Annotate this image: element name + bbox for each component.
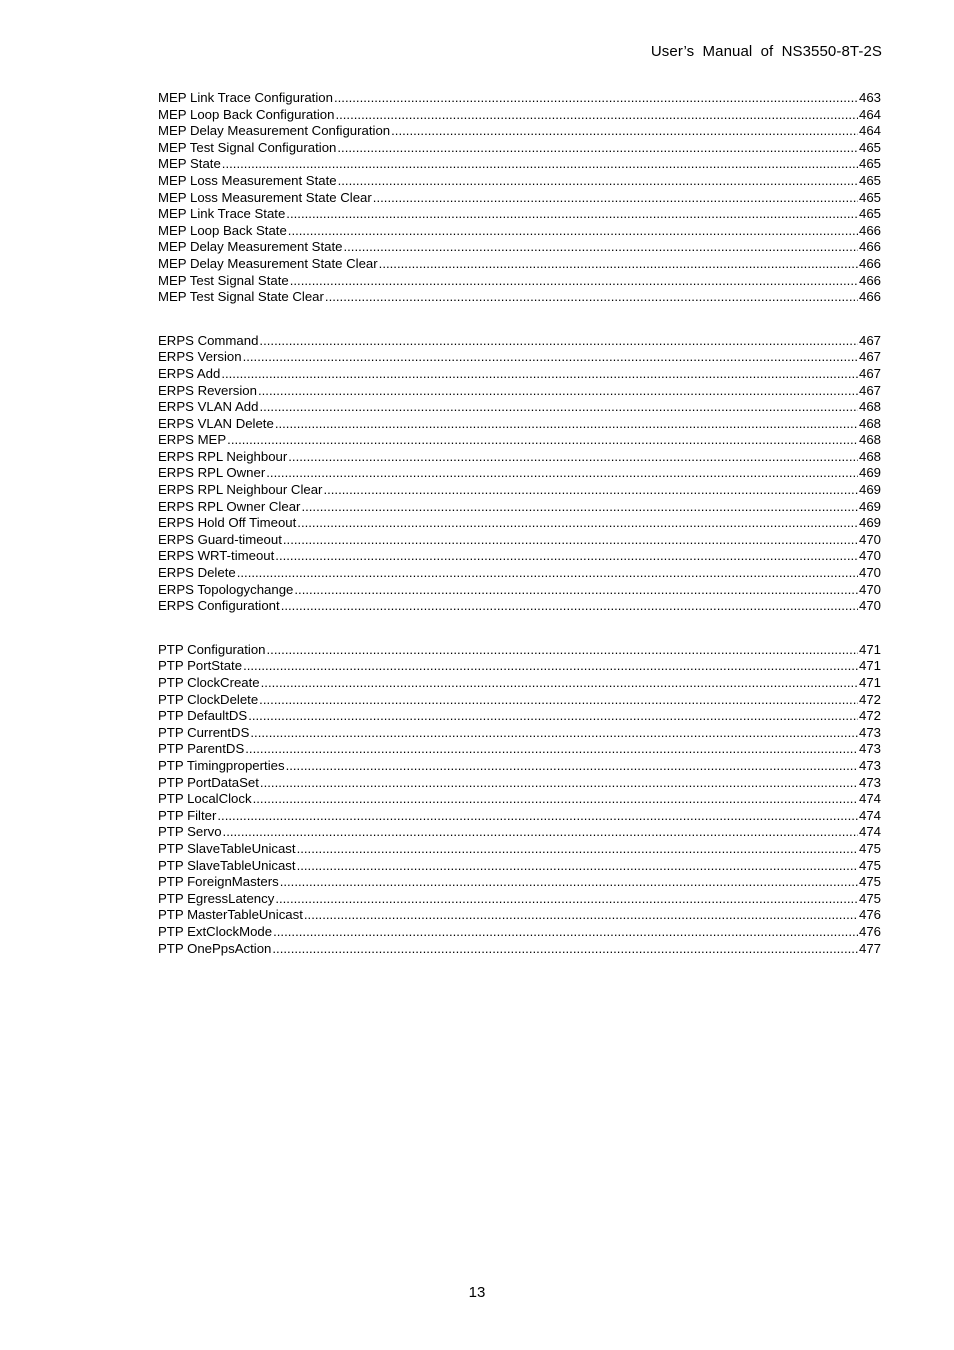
- dot-leader: [260, 775, 858, 792]
- dot-leader: [337, 140, 858, 157]
- toc-entry[interactable]: [158, 432, 881, 449]
- dot-leader: [343, 239, 858, 256]
- toc-entry[interactable]: [158, 692, 881, 709]
- dot-leader: [275, 548, 858, 565]
- toc-entry-title: MEP Loss Measurement State: [158, 172, 337, 188]
- toc-entry-page: 470: [858, 565, 881, 581]
- toc-entry[interactable]: [158, 366, 881, 383]
- dot-leader: [286, 758, 858, 775]
- toc-entry-title: ERPS MEP: [158, 432, 227, 448]
- toc-entry-page: 465: [858, 156, 881, 172]
- toc-entry[interactable]: [158, 123, 881, 140]
- toc-entry-page: 475: [858, 857, 881, 873]
- dot-leader: [323, 482, 858, 499]
- toc-entry-title: MEP Loop Back Configuration: [158, 106, 335, 122]
- toc-entry[interactable]: [158, 465, 881, 482]
- toc-entry-page: 476: [858, 907, 881, 923]
- toc-entry[interactable]: [158, 532, 881, 549]
- toc-entry-page: 463: [858, 90, 881, 105]
- toc-section: [158, 90, 881, 306]
- toc-entry-title: ERPS RPL Owner: [158, 465, 266, 481]
- dot-leader: [245, 741, 858, 758]
- toc-entry-page: 471: [858, 675, 881, 690]
- toc-entry-page: 468: [858, 432, 881, 448]
- dot-leader: [379, 256, 858, 273]
- toc-entry-title: PTP Configuration: [158, 641, 266, 657]
- toc-entry-title: PTP Timingproperties: [158, 757, 285, 773]
- toc-entry-title: PTP DefaultDS: [158, 708, 248, 724]
- toc-entry-title: PTP ParentDS: [158, 741, 245, 757]
- toc-entry[interactable]: [158, 791, 881, 808]
- toc-entry-page: 473: [858, 724, 881, 740]
- toc-entry-title: ERPS Reversion: [158, 382, 257, 398]
- toc-entry[interactable]: [158, 256, 881, 273]
- toc-entry-title: PTP CurrentDS: [158, 724, 250, 740]
- toc-entry[interactable]: [158, 383, 881, 400]
- toc-entry-title: PTP ClockCreate: [158, 675, 260, 690]
- toc-entry[interactable]: [158, 808, 881, 825]
- toc-entry-title: MEP Delay Measurement State: [158, 239, 343, 255]
- dot-leader: [283, 532, 858, 549]
- toc-entry-page: 467: [858, 365, 881, 381]
- toc-entry[interactable]: [158, 515, 881, 532]
- toc-entry-page: 468: [858, 399, 881, 415]
- toc-entry[interactable]: [158, 858, 881, 875]
- toc-entry-title: PTP OnePpsAction: [158, 940, 272, 956]
- toc-entry[interactable]: [158, 675, 881, 692]
- toc-entry-page: 477: [858, 940, 881, 956]
- dot-leader: [258, 383, 858, 400]
- toc-entry[interactable]: [158, 741, 881, 758]
- dot-leader: [281, 598, 858, 615]
- toc-entry-page: 472: [858, 708, 881, 724]
- dot-leader: [325, 289, 858, 306]
- dot-leader: [243, 349, 858, 366]
- page-number: 13: [468, 1284, 486, 1301]
- toc-entry-page: 475: [858, 890, 881, 906]
- toc-section: [158, 333, 881, 615]
- toc-entry-page: 467: [858, 382, 881, 398]
- toc-entry-page: 464: [858, 106, 881, 122]
- toc-entry-title: ERPS Guard-timeout: [158, 531, 282, 547]
- dot-leader: [261, 675, 858, 692]
- toc-entry[interactable]: [158, 658, 881, 675]
- toc-entry[interactable]: [158, 598, 881, 615]
- toc-entry-title: ERPS Command: [158, 332, 259, 348]
- toc-entry[interactable]: [158, 548, 881, 565]
- toc-entry-title: PTP EgressLatency: [158, 890, 275, 906]
- toc-entry[interactable]: [158, 775, 881, 792]
- toc-entry[interactable]: [158, 289, 881, 306]
- toc-entry-page: 474: [858, 807, 881, 823]
- toc-entry-page: 470: [858, 581, 881, 597]
- toc-entry-page: 465: [858, 172, 881, 188]
- toc-entry[interactable]: [158, 841, 881, 858]
- dot-leader: [266, 465, 858, 482]
- dot-leader: [288, 223, 858, 240]
- toc-entry-page: 469: [858, 515, 881, 531]
- toc-entry[interactable]: [158, 582, 881, 599]
- toc-entry-page: 469: [858, 465, 881, 481]
- toc-entry-title: ERPS Hold Off Timeout: [158, 515, 297, 531]
- toc-entry[interactable]: [158, 499, 881, 516]
- toc-entry[interactable]: [158, 565, 881, 582]
- toc-entry[interactable]: [158, 223, 881, 240]
- toc-entry-title: ERPS Topologychange: [158, 581, 294, 597]
- toc-entry[interactable]: [158, 708, 881, 725]
- toc-entry-page: 466: [858, 289, 881, 305]
- dot-leader: [273, 924, 858, 941]
- toc-entry[interactable]: [158, 273, 881, 290]
- toc-entry[interactable]: [158, 156, 881, 173]
- toc-entry[interactable]: [158, 725, 881, 742]
- toc-entry-title: PTP Filter: [158, 807, 217, 823]
- toc-entry-page: 473: [858, 774, 881, 790]
- toc-entry[interactable]: [158, 941, 881, 958]
- toc-entry-title: PTP ForeignMasters: [158, 874, 279, 890]
- toc-entry-page: 473: [858, 757, 881, 773]
- toc-entry-title: ERPS Delete: [158, 565, 236, 581]
- toc-entry[interactable]: [158, 206, 881, 223]
- toc-entry[interactable]: [158, 924, 881, 941]
- toc-entry-title: ERPS Configurationt: [158, 598, 280, 614]
- toc-entry-page: 464: [858, 123, 881, 139]
- dot-leader: [237, 565, 858, 582]
- dot-leader: [280, 874, 858, 891]
- toc-entry-page: 466: [858, 272, 881, 288]
- toc-entry[interactable]: [158, 416, 881, 433]
- toc-entry-title: PTP PortDataSet: [158, 774, 259, 790]
- dot-leader: [290, 273, 858, 290]
- toc-entry-title: PTP Servo: [158, 824, 222, 840]
- dot-leader: [259, 692, 858, 709]
- dot-leader: [391, 123, 858, 140]
- dot-leader: [288, 449, 858, 466]
- dot-leader: [253, 791, 858, 808]
- toc-entry-page: 466: [858, 255, 881, 271]
- dot-leader: [221, 366, 858, 383]
- toc-entry-page: 470: [858, 531, 881, 547]
- table-of-contents: [158, 90, 881, 984]
- dot-leader: [222, 156, 858, 173]
- dot-leader: [335, 107, 858, 124]
- dot-leader: [248, 708, 858, 725]
- toc-entry[interactable]: [158, 90, 881, 107]
- toc-entry-page: 474: [858, 824, 881, 840]
- toc-entry-page: 475: [858, 874, 881, 890]
- toc-entry-page: 476: [858, 923, 881, 939]
- dot-leader: [286, 206, 858, 223]
- toc-entry-title: PTP ClockDelete: [158, 691, 259, 707]
- toc-entry-title: PTP MasterTableUnicast: [158, 907, 303, 923]
- toc-entry-page: 465: [858, 206, 881, 222]
- toc-entry-page: 466: [858, 239, 881, 255]
- dot-leader: [338, 173, 858, 190]
- toc-entry-title: ERPS VLAN Delete: [158, 415, 274, 431]
- dot-leader: [267, 642, 858, 659]
- toc-entry[interactable]: [158, 642, 881, 659]
- dot-leader: [217, 808, 858, 825]
- toc-entry[interactable]: [158, 173, 881, 190]
- toc-entry-title: MEP Test Signal State Clear: [158, 289, 324, 305]
- toc-entry-title: ERPS Version: [158, 349, 242, 365]
- dot-leader: [259, 333, 858, 350]
- toc-entry-title: PTP PortState: [158, 658, 243, 674]
- toc-entry[interactable]: [158, 239, 881, 256]
- toc-entry[interactable]: [158, 449, 881, 466]
- dot-leader: [250, 725, 858, 742]
- toc-entry-title: MEP Delay Measurement State Clear: [158, 255, 378, 271]
- running-header: User’s Manual of NS3550-8T-2S: [650, 43, 882, 60]
- dot-leader: [223, 824, 858, 841]
- toc-entry-title: ERPS VLAN Add: [158, 399, 259, 415]
- toc-entry-page: 469: [858, 482, 881, 498]
- toc-section: [158, 642, 881, 957]
- dot-leader: [243, 658, 858, 675]
- toc-entry[interactable]: [158, 482, 881, 499]
- toc-entry[interactable]: [158, 907, 881, 924]
- toc-entry-page: 474: [858, 791, 881, 807]
- toc-entry-page: 466: [858, 222, 881, 238]
- toc-entry-page: 471: [858, 658, 881, 674]
- toc-entry-title: PTP LocalClock: [158, 791, 252, 807]
- toc-entry[interactable]: [158, 349, 881, 366]
- dot-leader: [297, 515, 858, 532]
- toc-entry-title: MEP Link Trace Configuration: [158, 90, 333, 105]
- toc-entry-title: ERPS RPL Neighbour: [158, 448, 288, 464]
- toc-entry[interactable]: [158, 758, 881, 775]
- dot-leader: [275, 416, 858, 433]
- toc-entry-page: 465: [858, 139, 881, 155]
- toc-entry-title: ERPS RPL Neighbour Clear: [158, 482, 323, 498]
- toc-entry-title: MEP Loop Back State: [158, 222, 287, 238]
- toc-entry[interactable]: [158, 107, 881, 124]
- toc-entry-title: PTP ExtClockMode: [158, 923, 273, 939]
- toc-entry-page: 465: [858, 189, 881, 205]
- dot-leader: [294, 582, 858, 599]
- dot-leader: [301, 499, 858, 516]
- toc-entry[interactable]: [158, 333, 881, 350]
- toc-entry[interactable]: [158, 140, 881, 157]
- toc-entry-page: 471: [858, 641, 881, 657]
- toc-entry-title: ERPS WRT-timeout: [158, 548, 275, 564]
- dot-leader: [373, 190, 858, 207]
- dot-leader: [227, 432, 858, 449]
- toc-entry-title: PTP SlaveTableUnicast: [158, 840, 296, 856]
- toc-entry-title: MEP Link Trace State: [158, 206, 286, 222]
- toc-entry[interactable]: [158, 891, 881, 908]
- toc-entry[interactable]: [158, 399, 881, 416]
- toc-entry-title: MEP Delay Measurement Configuration: [158, 123, 391, 139]
- toc-entry-title: MEP Test Signal Configuration: [158, 139, 337, 155]
- toc-entry-title: MEP Test Signal State: [158, 272, 289, 288]
- toc-entry-page: 468: [858, 415, 881, 431]
- toc-entry-title: ERPS Add: [158, 365, 221, 381]
- dot-leader: [275, 891, 858, 908]
- dot-leader: [272, 941, 858, 958]
- toc-entry-title: PTP SlaveTableUnicast: [158, 857, 296, 873]
- toc-entry-page: 468: [858, 448, 881, 464]
- toc-entry-page: 470: [858, 548, 881, 564]
- dot-leader: [304, 907, 858, 924]
- toc-entry[interactable]: [158, 874, 881, 891]
- dot-leader: [334, 90, 858, 107]
- toc-entry-page: 472: [858, 691, 881, 707]
- toc-entry[interactable]: [158, 824, 881, 841]
- toc-entry-title: MEP State: [158, 156, 221, 172]
- toc-entry-title: ERPS RPL Owner Clear: [158, 498, 301, 514]
- dot-leader: [297, 858, 858, 875]
- toc-entry[interactable]: [158, 190, 881, 207]
- toc-entry-page: 469: [858, 498, 881, 514]
- dot-leader: [297, 841, 858, 858]
- toc-entry-page: 470: [858, 598, 881, 614]
- toc-entry-page: 467: [858, 332, 881, 348]
- dot-leader: [259, 399, 858, 416]
- toc-entry-page: 467: [858, 349, 881, 365]
- toc-entry-page: 473: [858, 741, 881, 757]
- toc-entry-title: MEP Loss Measurement State Clear: [158, 189, 372, 205]
- toc-entry-page: 475: [858, 840, 881, 856]
